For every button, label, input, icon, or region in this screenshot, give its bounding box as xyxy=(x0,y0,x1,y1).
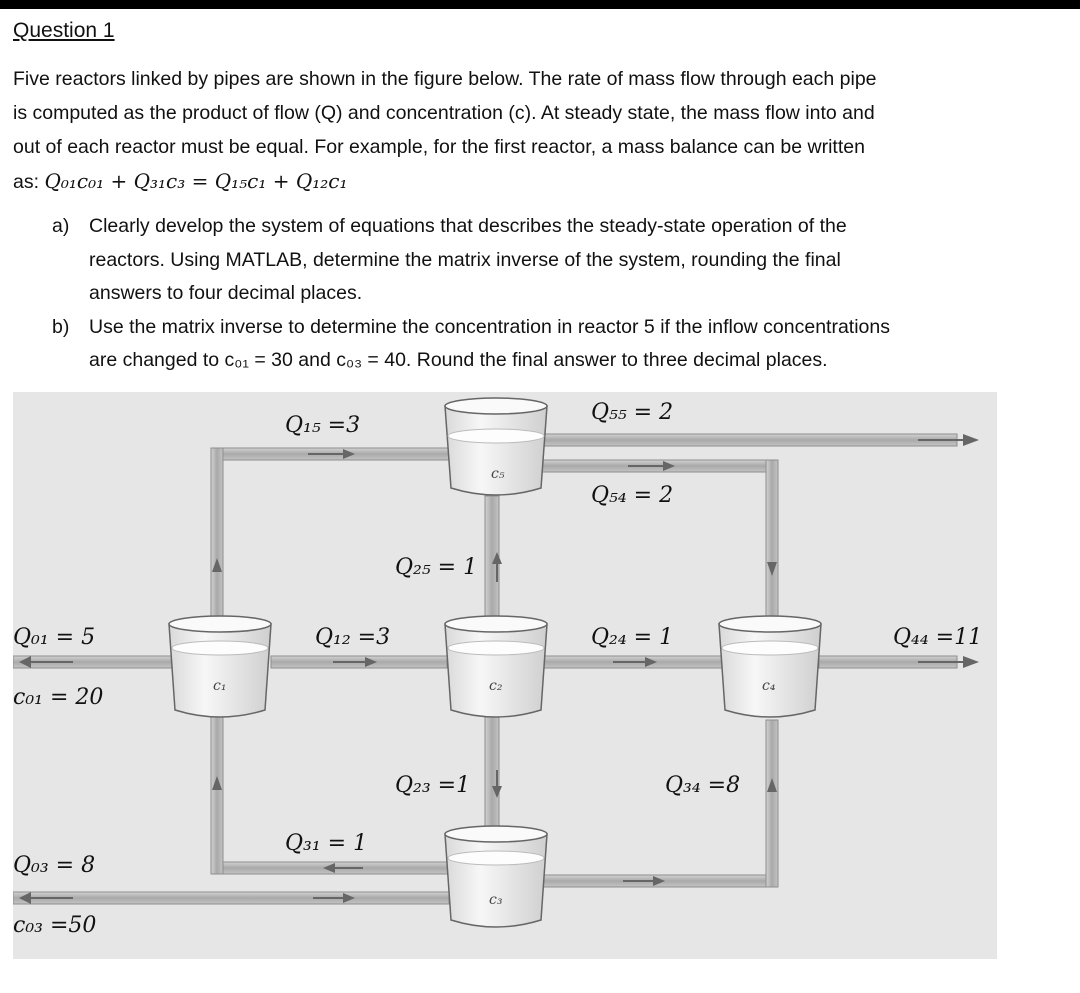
intro-line: is computed as the product of flow (Q) and concentration (c). At steady state, the mass flow into and xyxy=(13,102,875,124)
reactor-3-label: c₃ xyxy=(489,892,503,908)
label-q54: Q₅₄ = 2 xyxy=(591,483,674,508)
reactor-4-liquid xyxy=(722,641,818,655)
top-black-bar xyxy=(0,0,1080,9)
part-b-line: are changed to c₀₁ = 30 and c₀₃ = 40. Round the final answer to three decimal places. xyxy=(89,349,828,371)
reactor-1-label: c₁ xyxy=(213,678,227,694)
reactor-1-body xyxy=(169,624,271,717)
part-b-mark: b) xyxy=(52,315,70,338)
reactor-5 xyxy=(445,398,547,495)
intro-line: Five reactors linked by pipes are shown in the figure below. The rate of mass flow through each pipe xyxy=(13,68,877,90)
label-q23: Q₂₃ =1 xyxy=(395,773,471,798)
reactor-4-label: c₄ xyxy=(762,678,776,694)
pipe-q54-vertical xyxy=(766,460,778,626)
part-b-line: Use the matrix inverse to determine the concentration in reactor 5 if the inflow concentrations xyxy=(89,315,890,338)
part-a xyxy=(52,210,1062,311)
reactor-3 xyxy=(445,826,547,927)
part-a-line: answers to four decimal places. xyxy=(89,282,363,304)
label-c03: c₀₃ =50 xyxy=(13,913,97,938)
example-prefix: as: xyxy=(13,171,45,193)
label-q12: Q₁₂ =3 xyxy=(315,625,391,650)
reactor-2-body xyxy=(445,624,547,717)
pipe-q03 xyxy=(13,892,449,904)
reactor-figure xyxy=(13,392,997,959)
example-equation: Q₀₁c₀₁ + Q₃₁c₃ = Q₁₅c₁ + Q₁₂c₁ xyxy=(44,169,348,193)
reactor-1 xyxy=(169,616,271,717)
reactor-4-rim xyxy=(719,616,821,632)
reactor-4 xyxy=(719,616,821,717)
reactor-2-liquid xyxy=(448,641,544,655)
intro-line: out of each reactor must be equal. For example, for the first reactor, a mass balance can be written xyxy=(13,136,865,158)
label-q01: Q₀₁ = 5 xyxy=(13,625,96,650)
question-title: Question 1 xyxy=(13,19,115,42)
reactor-2 xyxy=(445,616,547,717)
label-q24: Q₂₄ = 1 xyxy=(591,625,674,650)
reactor-3-liquid xyxy=(448,851,544,865)
label-q44: Q₄₄ =11 xyxy=(893,625,983,650)
pipe-q34-vertical xyxy=(766,720,778,887)
label-q55: Q₅₅ = 2 xyxy=(591,400,674,425)
label-c01: c₀₁ = 20 xyxy=(13,685,104,710)
label-q25: Q₂₅ = 1 xyxy=(395,555,478,580)
part-a-line: Clearly develop the system of equations that describes the steady-state operation of the xyxy=(89,215,847,237)
pipe-q31-vertical xyxy=(211,712,223,874)
reactor-5-liquid xyxy=(448,429,544,443)
label-q03: Q₀₃ = 8 xyxy=(13,853,96,878)
label-q15: Q₁₅ =3 xyxy=(285,413,361,438)
label-q34: Q₃₄ =8 xyxy=(665,773,741,798)
reactor-2-rim xyxy=(445,616,547,632)
pipe-q15-vertical xyxy=(211,448,223,628)
label-q31: Q₃₁ = 1 xyxy=(285,831,368,856)
pipe-q55 xyxy=(533,434,957,446)
reactor-3-rim xyxy=(445,826,547,842)
reactor-4-body xyxy=(719,624,821,717)
reactor-diagram xyxy=(13,392,997,959)
reactor-1-rim xyxy=(169,616,271,632)
reactor-1-liquid xyxy=(172,641,268,655)
example-line xyxy=(13,164,1063,199)
reactor-5-label: c₅ xyxy=(491,466,505,482)
reactor-5-rim xyxy=(445,398,547,414)
reactor-2-label: c₂ xyxy=(489,678,503,694)
part-a-mark: a) xyxy=(52,215,70,237)
part-a-line: reactors. Using MATLAB, determine the matrix inverse of the system, rounding the final xyxy=(89,248,841,271)
question-intro xyxy=(13,62,1063,199)
question-parts xyxy=(52,210,1062,378)
reactor-3-body xyxy=(445,834,547,927)
part-b xyxy=(52,311,1062,378)
